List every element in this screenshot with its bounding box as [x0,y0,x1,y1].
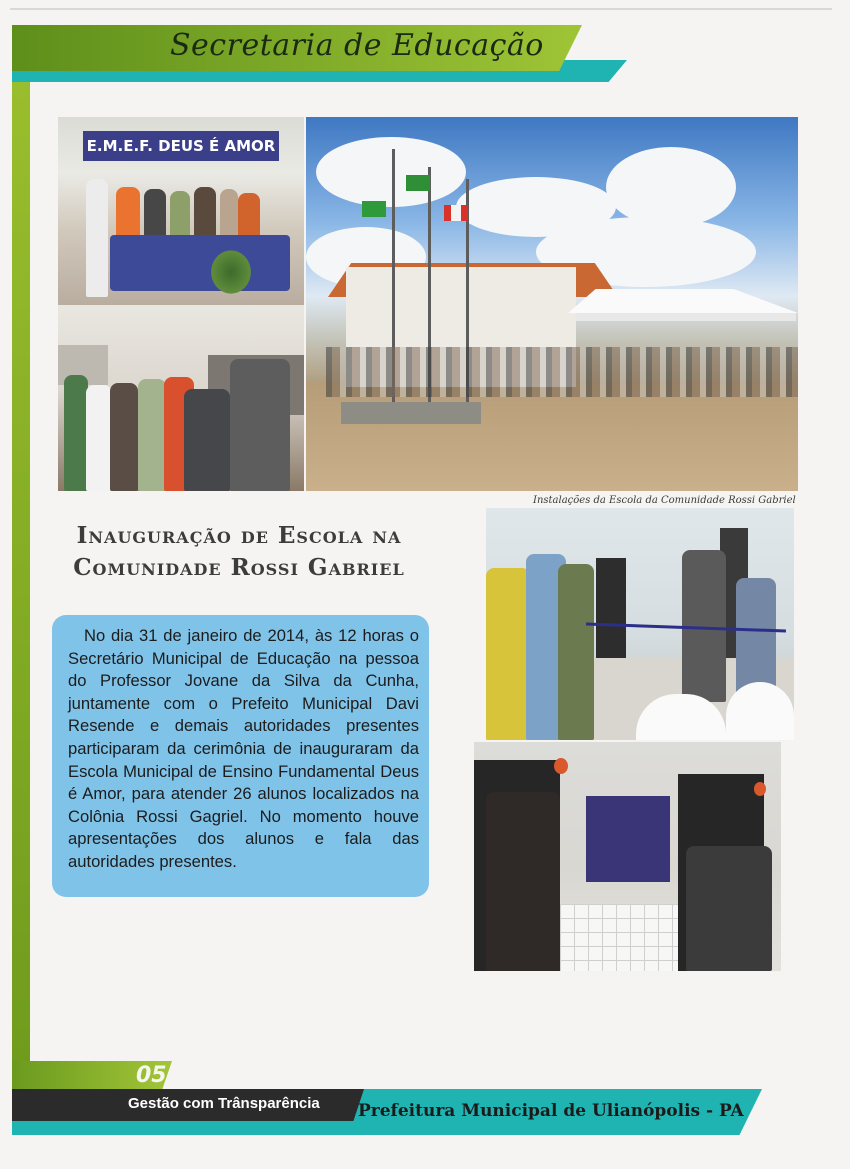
article-text-box [52,615,429,897]
photo-caption: Instalações da Escola da Comunidade Rossi Gabriel [533,495,796,506]
photo-group-people [58,305,304,491]
plant [208,247,254,297]
left-green-margin [12,30,30,1110]
flag-municipal [444,205,468,221]
school-sign: E.M.E.F. DEUS É AMOR [83,131,279,161]
flag-base [341,402,481,424]
blue-table [110,235,290,291]
footer-municipality: Prefeitura Municipal de Ulianópolis - PA [358,1101,744,1121]
article-title-line1: Inauguração de Escola na [76,522,402,549]
crowd [326,347,798,397]
section-title: Secretaria de Educação [170,28,544,63]
top-edge-line [10,8,832,10]
page-number: 05 [136,1063,167,1088]
ground [306,382,798,491]
photo-ribbon-cutting [486,508,794,740]
photo-school-building [306,117,798,491]
photo-school-sign [58,117,304,305]
article-body: No dia 31 de janeiro de 2014, às 12 horas o Secretário Municipal de Educação na pessoa do Professor Jovane da Silva da Cunha, juntamente com o Prefeito Municipal Davi Resende e demais autoridades presentes participaram da cerimônia de inauguraram da Escola Municipal de Ensino Fundamental Deus é Amor, para atender 26 alunos localizados na Colônia Rossi Gagriel. No momento houve apresentações dos alunos e fala das autoridades presentes. [68,626,419,871]
flag-para [362,201,386,217]
footer-slogan: Gestão com Trânsparência [128,1095,320,1112]
flag-brazil [406,175,430,191]
article-title-line2: Comunidade Rossi Gabriel [73,554,405,581]
photo-plaque-unveiling [474,742,781,971]
tile-wall [560,904,678,971]
covered-plaque [586,796,670,882]
article-title [58,520,420,584]
